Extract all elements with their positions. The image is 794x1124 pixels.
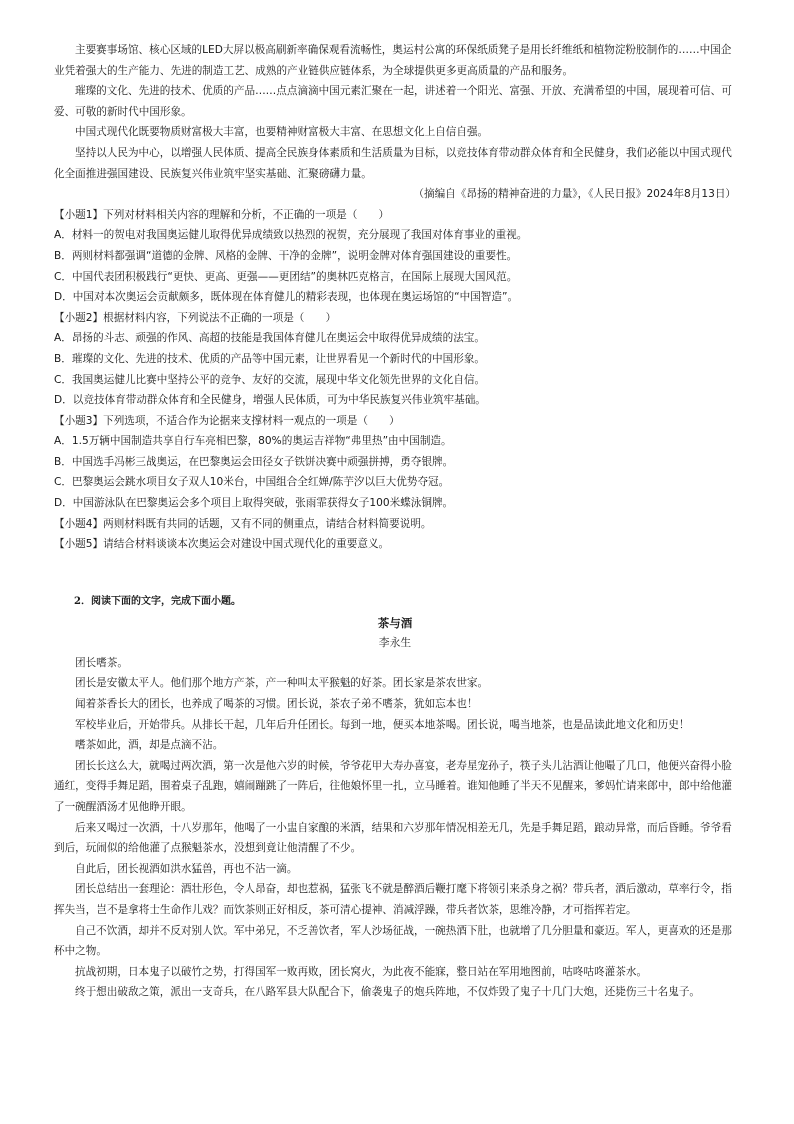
- story-paragraph: 团长是安徽太平人。他们那个地方产茶，产一种叫太平猴魁的好茶。团长家是茶农世家。: [75, 677, 489, 690]
- question-option: B．中国选手冯彬三战奥运，在巴黎奥运会田径女子铁饼决赛中顽强拼搏，勇夺银牌。: [54, 455, 454, 468]
- question-stem: 【小题3】下列选项，不适合作为论据来支撑材料一观点的一项是（ ）: [54, 414, 400, 427]
- story-paragraph: 团长长这么大，就喝过两次酒，第一次是他六岁的时候，爷爷花甲大寿办喜宴，老寿星宠孙子，筷子头儿沾酒让他嘬了几口，他便兴奋得小脸通红，变得手舞足蹈，围着桌子乱跑，嬉闹蹦跳了一阵后，往他娘怀里一扎，立马睡着。谁知他睡了半天不见醒来，爹妈忙请来郎中，郎中给他灌了一碗醒酒汤才见他睁开眼。: [54, 759, 732, 813]
- passage-2: [54, 593, 736, 1003]
- question-option: C．我国奥运健儿比赛中坚持公平的竞争、友好的交流，展现中华文化领先世界的文化自信。: [54, 373, 486, 386]
- section-heading: 2．阅读下面的文字，完成下面小题。: [74, 595, 241, 607]
- question-stem: 【小题2】根据材料内容，下列说法不正确的一项是（ ）: [54, 311, 337, 324]
- questions: [54, 205, 736, 555]
- question-option: D．中国游泳队在巴黎奥运会多个项目上取得突破，张雨霏获得女子100米蝶泳铜牌。: [54, 497, 454, 510]
- question-stem: 【小题4】两则材料既有共同的话题，又有不同的侧重点，请结合材料简要说明。: [54, 517, 432, 530]
- story-paragraph: 自己不饮酒，却并不反对别人饮。军中弟兄，不乏善饮者，军人沙场征战，一碗热酒下肚，也就增了几分胆量和豪迈。军人，更喜欢的还是那杯中之物。: [54, 924, 732, 958]
- question-stem: 【小题1】下列对材料相关内容的理解和分析，不正确的一项是（ ）: [54, 208, 390, 221]
- passage-paragraph: 坚持以人民为中心，以增强人民体质、提高全民族身体素质和生活质量为目标，以竞技体育带动群众体育和全民健身，我们必能以中国式现代化全面推进强国建设、民族复兴伟业筑牢坚实基础、汇聚磅礴力量。: [54, 146, 732, 180]
- article-title: 茶与酒: [377, 615, 413, 630]
- document-page: [54, 40, 736, 1003]
- passage-paragraph: 主要赛事场馆、核心区域的LED大屏以极高刷新率确保观看流畅性，奥运村公寓的环保纸质凳子是用长纤维纸和植物淀粉胶制作的……中国企业凭着强大的生产能力、先进的制造工艺、成熟的产业链供应链体系，为全球提供更多更高质量的产品和服务。: [54, 44, 732, 77]
- article-author: 李永生: [378, 635, 412, 649]
- section-spacer: [54, 555, 736, 593]
- question-option: D．中国对本次奥运会贡献颇多，既体现在体育健儿的精彩表现，也体现在奥运场馆的“中国智造”。: [54, 291, 519, 304]
- question-option: A．昂扬的斗志、顽强的作风、高超的技能是我国体育健儿在奥运会中取得优异成绩的法宝。: [54, 332, 485, 345]
- story-paragraph: 终于想出破敌之策，派出一支奇兵，在八路军县大队配合下，偷袭鬼子的炮兵阵地，不仅炸毁了鬼子十几门大炮，还毙伤三十名鬼子。: [75, 986, 701, 999]
- question-option: C．中国代表团积极践行“更快、更高、更强——更团结”的奥林匹克格言，在国际上展现大国风范。: [54, 270, 518, 283]
- story-paragraph: 抗战初期，日本鬼子以破竹之势，打得国军一败再败，团长窝火，为此夜不能寐，整日站在军用地图前，咕咚咕咚灌茶水。: [75, 965, 648, 978]
- story-paragraph: 团长总结出一套理论：酒壮形色，令人昂奋，却也惹祸，猛张飞不就是醉酒后鞭打麾下将领引来杀身之祸？带兵者，酒后激动，草率行令，指挥失当，岂不是拿将士生命作儿戏？而饮茶则正好相反，茶可清心提神、消减浮躁，带兵者饮茶，思维冷静，才可指挥若定。: [54, 883, 732, 916]
- passage-paragraph: 中国式现代化既要物质财富极大丰富，也要精神财富极大丰富、在思想文化上自信自强。: [75, 126, 489, 139]
- source-citation: （摘编自《昂扬的精神奋进的力量》，《人民日报》2024年8月13日）: [413, 188, 736, 201]
- question-option: B．两则材料都强调“道德的金牌、风格的金牌、干净的金牌”，说明金牌对体育强国建设的重要性。: [54, 249, 518, 262]
- question-option: A．1.5万辆中国制造共享自行车亮相巴黎，80%的奥运吉祥物“弗里热”由中国制造。: [54, 435, 452, 448]
- passage-paragraph: 璀璨的文化、先进的技术、优质的产品……点点滴滴中国元素汇聚在一起，讲述着一个阳光、富强、开放、充满希望的中国，展现着可信、可爱、可敬的新时代中国形象。: [54, 85, 732, 118]
- question-stem: 【小题5】请结合材料谈谈本次奥运会对建设中国式现代化的重要意义。: [54, 538, 390, 551]
- story-paragraph: 团长嗜茶。: [75, 656, 128, 669]
- question-option: C．巴黎奥运会跳水项目女子双人10米台，中国组合全红婵/陈芋汐以巨大优势夺冠。: [54, 476, 450, 489]
- story-paragraph: 嗜茶如此，酒，却是点滴不沾。: [75, 739, 224, 752]
- question-option: A．材料一的贺电对我国奥运健儿取得优异成绩致以热烈的祝贺，充分展现了我国对体育事业的重视。: [54, 229, 528, 242]
- passage-1: [54, 40, 736, 205]
- story-paragraph: 军校毕业后，开始带兵。从排长干起，几年后升任团长。每到一地，便买本地茶喝。团长说，喝当地茶，也是品读此地文化和历史！: [75, 718, 690, 731]
- question-option: D．以竞技体育带动群众体育和全民健身，增强人民体质，可为中华民族复兴伟业筑牢基础。: [54, 394, 486, 407]
- story-paragraph: 后来又喝过一次酒，十八岁那年，他喝了一小盅自家酿的米酒，结果和六岁那年情况相差无几，先是手舞足蹈，踉动异常，而后昏睡。爷爷看到后，玩闹似的给他灌了点猴魁茶水，没想到竟让他清醒了不少。: [54, 821, 732, 855]
- story-paragraph: 闻着茶香长大的团长，也养成了喝茶的习惯。团长说，茶农子弟不嗜茶，犹如忘本也！: [75, 698, 478, 711]
- question-option: B．璀璨的文化、先进的技术、优质的产品等中国元素，让世界看见一个新时代的中国形象。: [54, 352, 486, 365]
- story-paragraph: 自此后，团长视酒如洪水猛兽，再也不沾一滴。: [75, 862, 298, 875]
